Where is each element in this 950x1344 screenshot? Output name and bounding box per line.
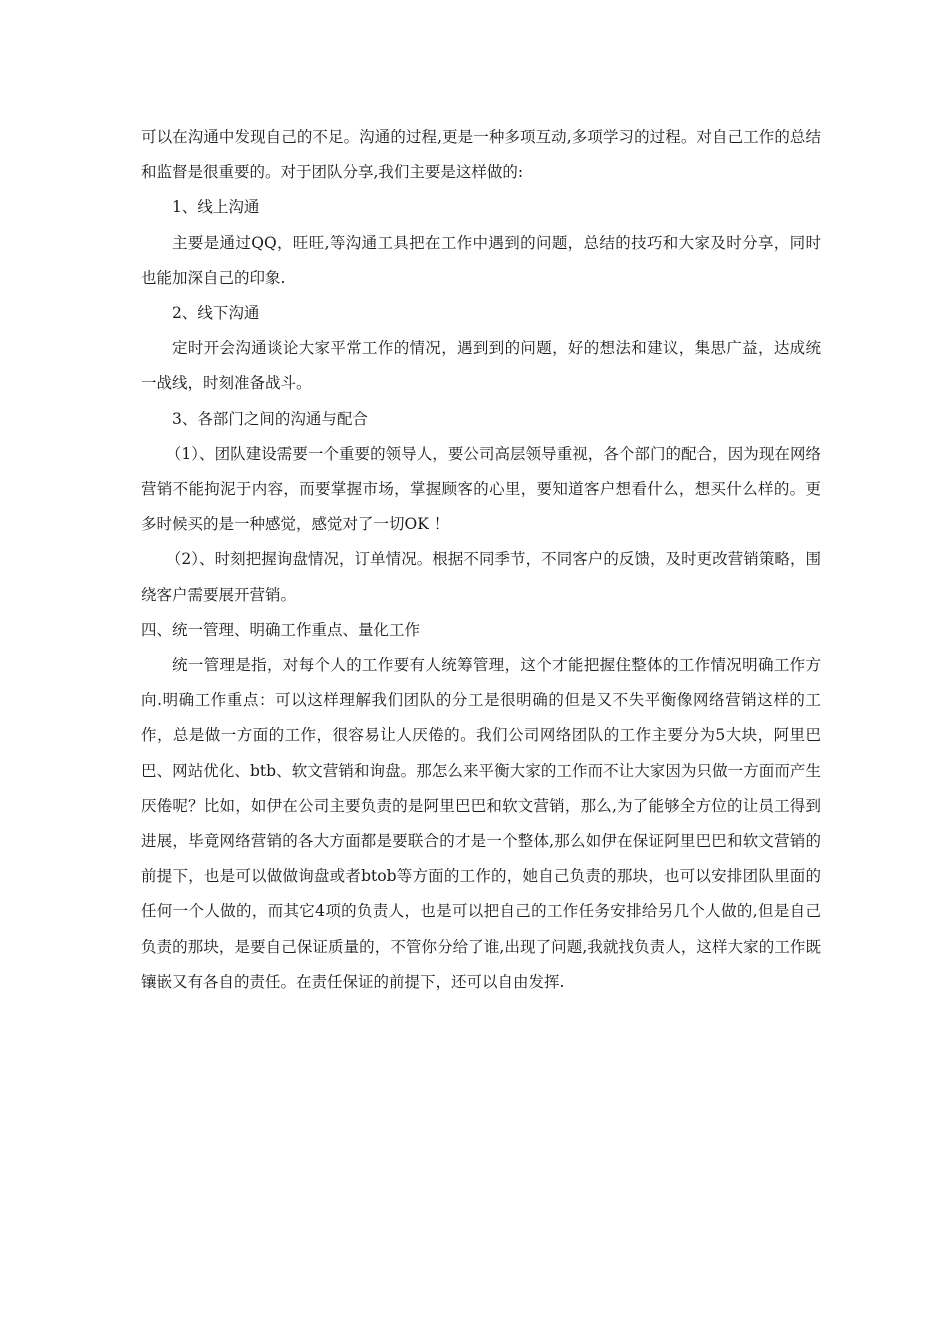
- paragraph-online-communication: 主要是通过QQ，旺旺,等沟通工具把在工作中遇到的问题，总结的技巧和大家及时分享，同时也能加深自己的印象.: [141, 233, 821, 287]
- heading-department-cooperation: 3、各部门之间的沟通与配合: [172, 409, 368, 428]
- paragraph-offline-communication: 定时开会沟通谈论大家平常工作的情况，遇到到的问题，好的想法和建议，集思广益，达成统一战线，时刻准备战斗。: [141, 339, 821, 393]
- paragraph-team-sharing-intro: 可以在沟通中发现自己的不足。沟通的过程,更是一种多项互动,多项学习的过程。对自己工作的总结和监督是很重要的。对于团队分享,我们主要是这样做的:: [141, 128, 821, 182]
- paragraph-item-2-inquiries: （2）、时刻把握询盘情况，订单情况。根据不同季节，不同客户的反馈，及时更改营销策略，围绕客户需要展开营销。: [141, 550, 821, 604]
- heading-online-communication: 1、线上沟通: [172, 198, 260, 217]
- paragraph-item-1-leadership: （1）、团队建设需要一个重要的领导人，要公司高层领导重视，各个部门的配合，因为现在网络营销不能拘泥于内容，而要掌握市场，掌握顾客的心里，要知道客户想看什么，想买什么样的。更多时候买的是一种感觉，感觉对了一切OK ！: [141, 444, 821, 534]
- heading-offline-communication: 2、线下沟通: [172, 304, 260, 323]
- document-body: [141, 120, 821, 1000]
- section-heading-four: 四、统一管理、明确工作重点、量化工作: [141, 620, 421, 639]
- paragraph-unified-management: 统一管理是指，对每个人的工作要有人统筹管理，这个才能把握住整体的工作情况明确工作方向.明确工作重点：可以这样理解我们团队的分工是很明确的但是又不失平衡像网络营销这样的工作，总是做一方面的工作，很容易让人厌倦的。我们公司网络团队的工作主要分为5大块，阿里巴巴、网站优化、btb、软文营销和询盘。那怎么来平衡大家的工作而不让大家因为只做一方面而产生厌倦呢？比如，如伊在公司主要负责的是阿里巴巴和软文营销，那么,为了能够全方位的让员工得到进展，毕竟网络营销的各大方面都是要联合的才是一个整体,那么如伊在保证阿里巴巴和软文营销的前提下，也是可以做做询盘或者btob等方面的工作的，她自己负责的那块，也可以安排团队里面的任何一个人做的，而其它4项的负责人，也是可以把自己的工作任务安排给另几个人做的,但是自己负责的那块，是要自己保证质量的，不管你分给了谁,出现了问题,我就找负责人，这样大家的工作既镶嵌又有各自的责任。在责任保证的前提下，还可以自由发挥.: [141, 656, 821, 991]
